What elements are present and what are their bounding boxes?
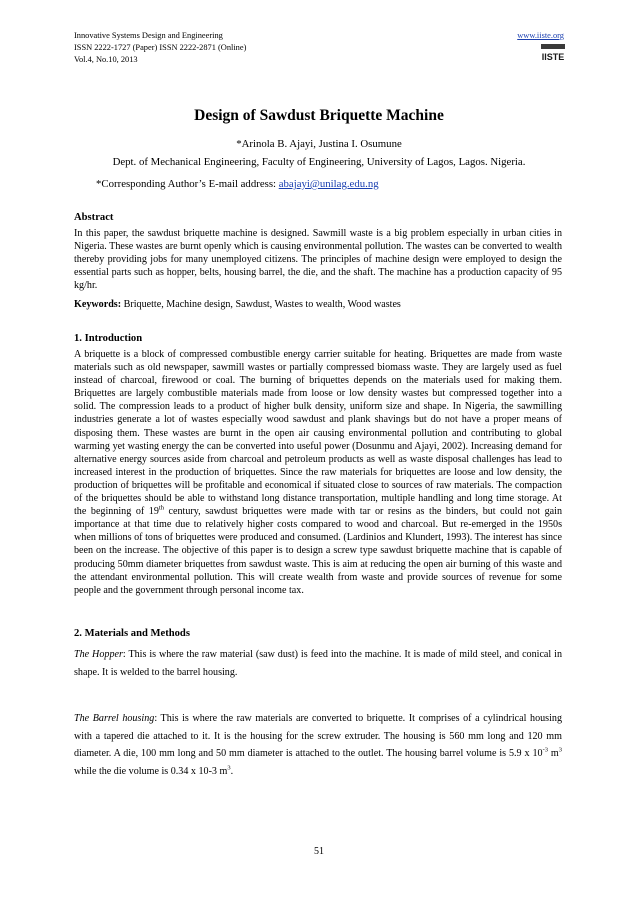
iiste-logo xyxy=(540,43,566,64)
keywords-text: Briquette, Machine design, Sawdust, Wastes to wealth, Wood wastes xyxy=(121,299,401,310)
keywords-label: Keywords: xyxy=(74,299,122,310)
hopper-paragraph: The Hopper: This is where the raw material (saw dust) is feed into the machine. It is made of mild steel, and conical in shape. It is welded to the barrel housing. xyxy=(74,649,562,678)
authors-line: *Arinola B. Ajayi, Justina I. Osumune xyxy=(236,138,402,150)
journal-url-link[interactable]: www.iiste.org xyxy=(517,31,564,40)
barrel-paragraph: The Barrel housing: This is where the raw materials are converted to briquette. It comprises of a cylindrical housing with a tapered die attached to it. It is the housing for the screw extruder. The housing is 560 mm long and 120 mm diameter. A die, 100 mm long and 50 mm diameter is attached to the outlet. The housing barrel volume is 5.9 x $10^{-3}$ $m^3$ while the die volume is 0.34 x 10-3 $m^3$. xyxy=(74,713,562,777)
volume-line: Vol.4, No.10, 2013 xyxy=(74,55,138,64)
issn-line: ISSN 2222-1727 (Paper) ISSN 2222-2871 (Online) xyxy=(74,43,247,52)
page-number: 51 xyxy=(314,846,324,857)
journal-name: Innovative Systems Design and Engineering xyxy=(74,31,223,40)
abstract-heading: Abstract xyxy=(74,212,114,223)
introduction-text: A briquette is a block of compressed combustible energy carrier suitable for heating. Briquettes are made from waste materials such as old newspaper, sawmill wastes or partially compressed biomass waste. They are largely used as fuel instead of charcoal, firewood or coal. The burning of briquettes depends on the materials used for making them. Briquettes are largely combustible materials made from loose or low density wastes but compressed together into a solid. The compression leads to a product of higher bulk density, uniform size and shape. In Nigeria, the sawmilling industries generate a lot of wastes especially wood sawdust and plank shavings but do not have a proper means of disposing them. These wastes are burnt in the open air causing environmental pollution and contributing to global warming yet wasting energy the can be converted into useful power (Dosunmu and Ajayi, 2002). Increasing demand for alternative energy sources aside from charcoal and petroleum products as well as waste disposal challenges has lead to increased interest in the production of briquettes. Since the raw materials for briquettes are loose and low density, the production of briquettes will be profitable and economical if situated close to sources of raw materials. The compaction of the briquettes should be able to withstand long distance transportation, multiple handling and long time storage. At the beginning of 19th century, sawdust briquettes were made with tar or resins as the binders, but could not gain importance at that time due to relatively higher costs compared to wood and charcoal. But re-emerged in the 1950s when millions of tons of briquettes were produced and consumed. (Lardinios and Klundert, 1993). The interest has since been on the increase. The objective of this paper is to design a screw type sawdust briquette machine that is capable of producing 50mm diameter briquettes from sawdust waste. This is aim at reducing the open air burning of this waste and the attendant environmental pollution. This will create wealth from waste and provide sources of revenue for some people and the government through personal income tax. xyxy=(74,349,562,596)
keywords-line xyxy=(74,299,401,310)
corresponding-email-line xyxy=(96,178,379,190)
email-prefix: *Corresponding Author’s E-mail address: xyxy=(96,178,279,190)
email-link[interactable]: abajayi@unilag.edu.ng xyxy=(278,178,379,190)
abstract-text: In this paper, the sawdust briquette machine is designed. Sawmill waste is a big problem especially in urban cities in Nigeria. These wastes are burnt openly which is causing environmental pollution. The wastes can be converted to wealth thereby providing jobs for many unemployed citizens. The principles of machine design were employed to design the essential parts such as hopper, belts, housing barrel, the die, and the shaft. The machine has a production capacity of 95 kg/hr. xyxy=(74,228,562,292)
introduction-heading: 1. Introduction xyxy=(74,333,143,344)
materials-heading: 2. Materials and Methods xyxy=(74,628,190,639)
affiliation-line: Dept. of Mechanical Engineering, Faculty of Engineering, University of Lagos, Lagos. Nigeria. xyxy=(112,156,526,168)
hopper-label: The Hopper xyxy=(74,649,123,660)
logo-text: IISTE xyxy=(541,52,565,62)
paper-title: Design of Sawdust Briquette Machine xyxy=(194,107,444,124)
barrel-label: The Barrel housing xyxy=(74,713,155,724)
